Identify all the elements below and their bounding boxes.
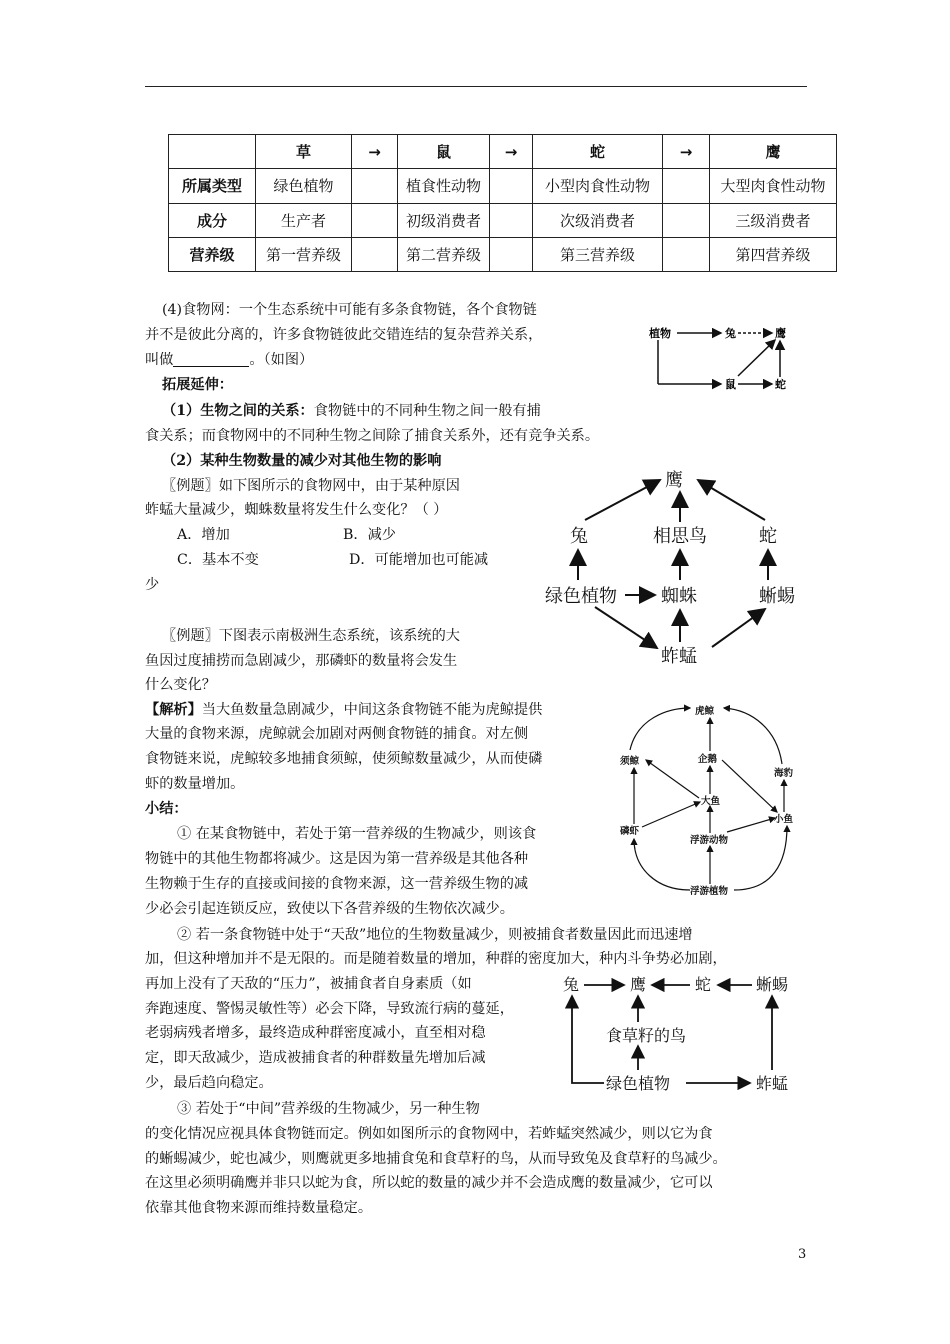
summary-p3-line1: ③ 若处于“中间”营养级的生物减少，另一种生物 xyxy=(177,1101,480,1117)
table-cell xyxy=(352,203,398,237)
table-header-cell: → xyxy=(352,135,398,169)
node-penguin: 企鹅 xyxy=(698,754,718,765)
food-web-diagram-2 xyxy=(560,970,810,1098)
table-row xyxy=(169,169,837,203)
node-grasshopper: 蚱蜢 xyxy=(661,646,697,667)
extension-title: 拓展延伸： xyxy=(162,377,233,393)
node-plant: 植物 xyxy=(649,327,671,340)
analysis-line3: 食物链来说，虎鲸较多地捕食须鲸，使须鲸数量减少，从而使磷 xyxy=(145,751,543,767)
table-cell xyxy=(663,169,710,203)
table-header-cell: 草 xyxy=(256,135,352,169)
table-cell: 大型肉食性动物 xyxy=(710,169,837,203)
example2-line2: 鱼因过度捕捞而急剧减少，那磷虾的数量将会发生 xyxy=(145,653,458,669)
table-cell: 绿色植物 xyxy=(256,169,352,203)
node-lizard: 蜥蜴 xyxy=(756,975,789,994)
node-bird: 相思鸟 xyxy=(653,526,707,547)
summary-p3-line4: 在这里必须明确鹰并非只以蛇为食，所以蛇的数量的减少并不会造成鹰的数量减少，它可以 xyxy=(145,1175,713,1191)
analysis-line2: 大量的食物来源，虎鲸就会加剧对两侧食物链的捕食。对左侧 xyxy=(145,726,529,742)
page-number: 3 xyxy=(798,1247,807,1262)
node-spider: 蜘蛛 xyxy=(661,586,697,607)
small-food-web-diagram xyxy=(645,320,795,395)
table-cell: 初级消费者 xyxy=(398,203,490,237)
table-row-label: 所属类型 xyxy=(169,169,256,203)
extension-p1-line2: 食关系；而食物网中的不同种生物之间除了捕食关系外，还有竞争关系。 xyxy=(145,428,600,444)
table-cell xyxy=(352,169,398,203)
table-header-row xyxy=(169,135,837,169)
table-row-label: 成分 xyxy=(169,203,256,237)
node-phytoplankton: 浮游植物 xyxy=(690,886,729,897)
analysis-line4: 虾的数量增加。 xyxy=(145,776,245,792)
summary-p2-line7: 少，最后趋向稳定。 xyxy=(145,1075,273,1091)
example1-option-b: B．减少 xyxy=(343,527,396,543)
table-header-cell: 蛇 xyxy=(533,135,663,169)
node-snake: 蛇 xyxy=(759,526,777,547)
example1-option-d: D．可能增加也可能减 xyxy=(349,552,489,568)
table-cell xyxy=(663,237,710,271)
table-header-cell: 鹰 xyxy=(710,135,837,169)
antarctic-food-web-diagram xyxy=(612,694,817,900)
summary-p2-line4: 奔跑速度、警惕灵敏性等）必会下降，导致流行病的蔓延， xyxy=(145,1001,514,1017)
food-chain-table xyxy=(168,134,837,272)
table-cell: 次级消费者 xyxy=(533,203,663,237)
table-corner-cell xyxy=(169,135,256,169)
table-cell: 第三营养级 xyxy=(533,237,663,271)
example1-option-a: A．增加 xyxy=(177,527,230,543)
section4-line1: (4)食物网：一个生态系统中可能有多条食物链，各个食物链 xyxy=(162,302,537,318)
node-mouse: 鼠 xyxy=(725,378,736,391)
node-rabbit: 兔 xyxy=(725,327,736,340)
analysis-line1: 【解析】当大鱼数量急剧减少，中间这条食物链不能为虎鲸提供 xyxy=(145,702,543,718)
node-baleen: 须鲸 xyxy=(620,756,640,767)
summary-p2-line1: ② 若一条食物链中处于“天敌”地位的生物数量减少，则被捕食者数量因此而迅速增 xyxy=(177,927,693,943)
table-cell: 第四营养级 xyxy=(710,237,837,271)
extension-p2-title: （2）某种生物数量的减少对其他生物的影响 xyxy=(162,453,442,469)
extension-p1-line1: （1）生物之间的关系：食物链中的不同种生物之间一般有捕 xyxy=(162,403,541,419)
section4-line2: 并不是彼此分离的，许多食物链彼此交错连结的复杂营养关系， xyxy=(145,327,543,343)
node-orca: 虎鲸 xyxy=(695,706,715,717)
summary-p2-line6: 定，即天敌减少，造成被捕食者的种群数量先增加后减 xyxy=(145,1050,486,1066)
node-snake: 蛇 xyxy=(775,378,786,391)
summary-p3-line2: 的变化情况应视具体食物链而定。例如如图所示的食物网中，若蚱蜢突然减少，则以它为食 xyxy=(145,1126,713,1142)
table-row xyxy=(169,203,837,237)
node-plant: 绿色植物 xyxy=(545,586,617,607)
summary-p1-line4: 少必会引起连锁反应，致使以下各营养级的生物依次减少。 xyxy=(145,901,514,917)
node-smallfish: 小鱼 xyxy=(774,814,794,825)
node-bird: 食草籽的鸟 xyxy=(606,1026,687,1045)
table-cell xyxy=(352,237,398,271)
table-header-cell: 鼠 xyxy=(398,135,490,169)
table-header-cell: → xyxy=(663,135,710,169)
table-cell: 第二营养级 xyxy=(398,237,490,271)
table-cell xyxy=(490,237,533,271)
node-hawk: 鹰 xyxy=(630,975,647,994)
summary-p1-line2: 物链中的其他生物都将减少。这是因为第一营养级是其他各种 xyxy=(145,851,529,867)
node-plant: 绿色植物 xyxy=(606,1074,671,1093)
table-cell xyxy=(663,203,710,237)
header-rule xyxy=(145,86,807,87)
example1-option-c: C．基本不变 xyxy=(177,552,259,568)
answer-blank xyxy=(173,350,249,367)
summary-p3-line5: 依靠其他食物来源而维持数量稳定。 xyxy=(145,1200,373,1216)
table-cell xyxy=(490,169,533,203)
summary-p2-line5: 老弱病残者增多，最终造成种群密度减小，直至相对稳 xyxy=(145,1025,486,1041)
summary-p2-line2: 加，但这种增加并不是无限的。而是随着数量的增加，种群的密度加大，种内斗争势必加剧， xyxy=(145,951,727,967)
node-grasshopper: 蚱蜢 xyxy=(756,1074,789,1093)
table-row-label: 营养级 xyxy=(169,237,256,271)
example1-option-d-cont: 少 xyxy=(145,577,160,593)
example2-line3: 什么变化？ xyxy=(145,677,216,693)
node-hawk: 鹰 xyxy=(775,327,786,340)
node-lizard: 蜥蜴 xyxy=(759,586,795,607)
table-cell: 第一营养级 xyxy=(256,237,352,271)
example2-line1: 〖例题〗下图表示南极洲生态系统，该系统的大 xyxy=(162,628,460,644)
summary-p3-line3: 的蜥蜴减少，蛇也减少，则鹰就更多地捕食兔和食草籽的鸟，从而导致兔及食草籽的鸟减少。 xyxy=(145,1151,727,1167)
table-cell: 三级消费者 xyxy=(710,203,837,237)
summary-p1-line3: 生物赖于生存的直接或间接的食物来源，这一营养级生物的减 xyxy=(145,876,529,892)
table-cell xyxy=(490,203,533,237)
node-rabbit: 兔 xyxy=(563,975,580,994)
example1-line1: 〖例题〗如下图所示的食物网中，由于某种原因 xyxy=(162,478,460,494)
node-krill: 磷虾 xyxy=(620,826,640,837)
food-web-diagram-1 xyxy=(540,462,815,672)
section4-line3: 叫做 。（如图） xyxy=(145,352,314,368)
node-snake: 蛇 xyxy=(695,975,712,994)
node-bigfish: 大鱼 xyxy=(701,796,721,807)
node-rabbit: 兔 xyxy=(570,526,588,547)
node-seal: 海豹 xyxy=(774,768,794,779)
table-cell: 生产者 xyxy=(256,203,352,237)
table-row xyxy=(169,237,837,271)
table-cell: 小型肉食性动物 xyxy=(533,169,663,203)
example1-line2: 蚱蜢大量减少，蜘蛛数量将发生什么变化？（ ） xyxy=(145,502,448,518)
table-cell: 植食性动物 xyxy=(398,169,490,203)
summary-title: 小结： xyxy=(145,801,188,817)
node-hawk: 鹰 xyxy=(665,470,683,491)
table-header-cell: → xyxy=(490,135,533,169)
node-zooplankton: 浮游动物 xyxy=(690,835,729,846)
summary-p2-line3: 再加上没有了天敌的“压力”，被捕食者自身素质（如 xyxy=(145,976,472,992)
summary-p1-line1: ① 在某食物链中，若处于第一营养级的生物减少，则该食 xyxy=(177,826,537,842)
